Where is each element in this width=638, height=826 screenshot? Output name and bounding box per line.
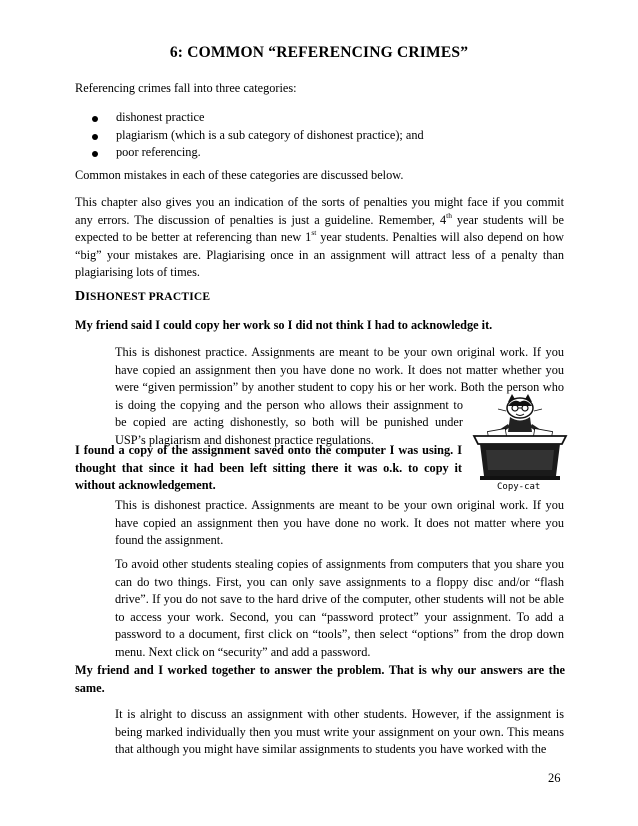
penalties-paragraph (75, 194, 564, 282)
clipart-caption: Copy-cat (497, 482, 541, 492)
question-2 (75, 442, 462, 495)
list-item (92, 144, 424, 162)
common-mistakes-paragraph: Common mistakes in each of these categories are discussed below. (75, 168, 404, 182)
answer-2: This is dishonest practice. Assignments are meant to be your own original work. If you have copied an assignment then you have done no work. It does not matter where you found the assignment. (115, 498, 564, 548)
answer-1-line: were “given permission” by another student to copy his or her work. Both the person who (115, 380, 564, 395)
list-item-text: dishonest practice (116, 110, 205, 124)
category-list (92, 109, 424, 162)
heading-initial: D (75, 289, 86, 304)
answer-1-line: This is dishonest practice. Assignments are meant to be your own original work. If you (115, 345, 564, 359)
question-1: My friend said I could copy her work so I did not think I had to acknowledge it. (75, 318, 493, 332)
penalties-text-2: year students will be expected to be better at referencing than new 1 (75, 212, 564, 245)
penalties-text-3: year students. Penalties will also depend on how “big” your mistakes are. Plagiarising once in an assignment will attract less of a penalty than plagiarising lots of times. (75, 230, 564, 280)
question-2-line: thought that since it had been left sitting there it was o.k. to copy it (75, 460, 462, 475)
list-item-text: poor referencing. (116, 145, 201, 160)
question-2-line: I found a copy of the assignment saved onto the computer I was using. I (75, 443, 462, 457)
question-2-line: without acknowledgement. (75, 478, 216, 493)
section-heading (75, 289, 210, 305)
superscript: st (311, 228, 317, 238)
bullet-icon (92, 134, 98, 140)
intro-paragraph: Referencing crimes fall into three categories: (75, 81, 297, 95)
page-number: 26 (548, 771, 561, 785)
copy-cat-clipart (470, 392, 570, 492)
answer-1-line: have copied an assignment then you have done no work. It does not matter whether you (115, 362, 564, 377)
answer-1-line: USP’s plagiarism and dishonest practice regulations. (115, 432, 374, 447)
bullet-icon (92, 151, 98, 157)
answer-1-line: be copied are acting dishonestly, so both will be punished under (115, 415, 463, 430)
question-3: My friend and I worked together to answer the problem. That is why our answers are the same. (75, 663, 565, 695)
heading-rest: ISHONEST PRACTICE (85, 291, 211, 303)
penalties-text-1: This chapter also gives you an indication of the sorts of penalties you might face if you commit any errors. The discussion of penalties is just a guideline. Remember, 4 (75, 195, 564, 227)
list-item (92, 127, 424, 145)
answer-4: It is alright to discuss an assignment with other students. However, if the assignment is being marked individually then you must write your assignment on your own. This means that although you might have similar assignments to students you have worked with the (115, 707, 564, 757)
chapter-title: 6: COMMON “REFERENCING CRIMES” (169, 44, 469, 61)
superscript: th (446, 210, 452, 220)
bullet-icon (92, 116, 98, 122)
list-item (92, 109, 424, 127)
answer-1-line: is doing the copying and the person who allows their assignment to (115, 397, 463, 412)
list-item-text: plagiarism (which is a sub category of dishonest practice); and (116, 127, 424, 142)
answer-3: To avoid other students stealing copies of assignments from computers that you share you can do two things. First, you can only save assignments to a floppy disc and/or “flash drive”. If you do not save to the hard drive of the computer, other students will not be able to access your work. Second, you can “password protect” your assignment. To add a password to a document, first click on “tools”, then select “options” from the drop down menu. Next click on “security” and add a password. (115, 557, 564, 659)
